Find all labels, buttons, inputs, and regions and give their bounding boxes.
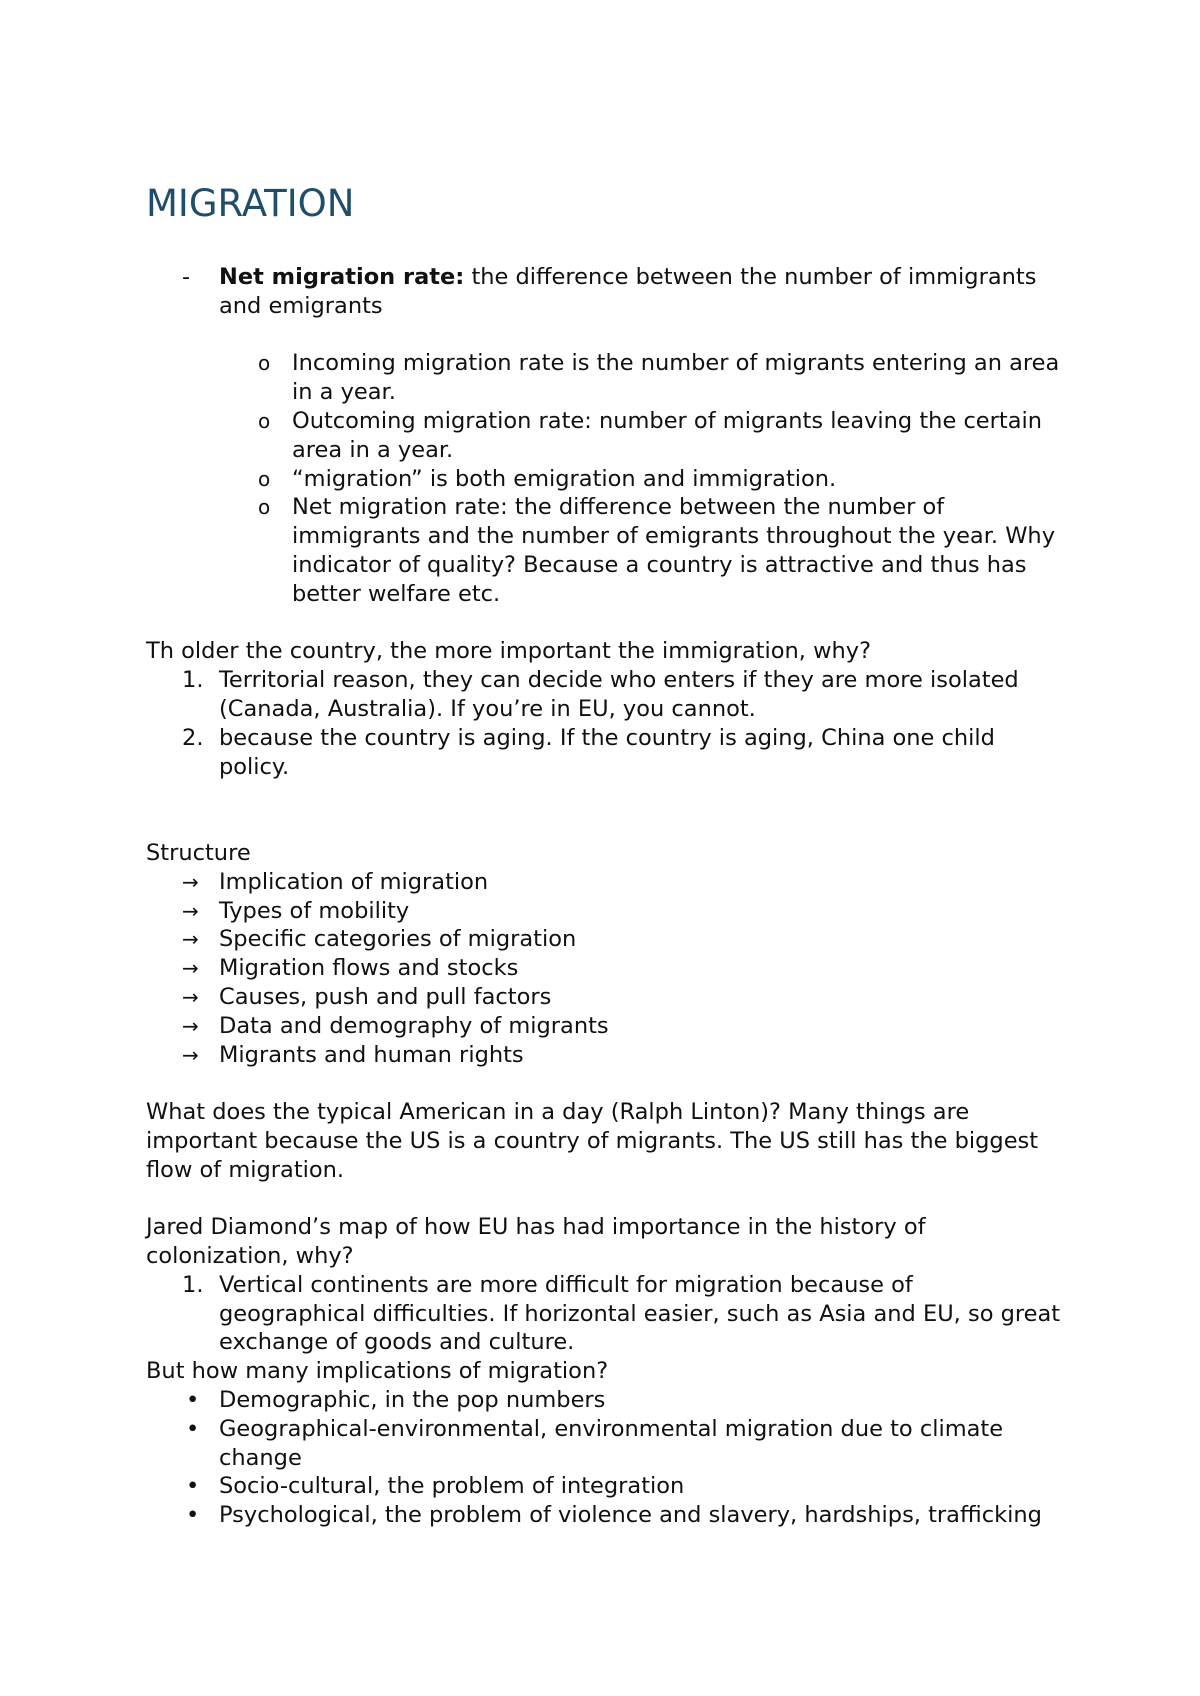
spacer (146, 1069, 1066, 1098)
circle-bullet: o (258, 408, 271, 433)
sub-list-item-text: Incoming migration rate is the number of migrants entering an area in a year. (292, 350, 1060, 406)
structure-item (146, 983, 1066, 1012)
older-country-heading: Th older the country, the more important the immigration, why? (146, 638, 872, 665)
numbered-item-text: because the country is aging. If the country is aging, China one child policy. (219, 724, 995, 780)
sub-list-item-text: Net migration rate: the difference between the number of immigrants and the number of emigrants throughout the year. Why indicator of quality? Because a country is attractive and thus has better welfare etc. (292, 494, 1056, 607)
implication-item (146, 1501, 1066, 1530)
arrow-right-icon: → (182, 927, 199, 952)
structure-item-text: Migrants and human rights (219, 1041, 524, 1068)
american-paragraph: What does the typical American in a day (Ralph Linton)? Many things are important because the US is a country of migrants. The US still has the biggest flow of migration. (146, 1099, 1039, 1183)
bullet-dot-icon: • (186, 1415, 200, 1442)
arrow-right-icon: → (182, 1042, 199, 1067)
implication-item-text: Psychological, the problem of violence and slavery, hardships, trafficking (219, 1502, 1042, 1529)
net-migration-term: Net migration rate: (219, 264, 465, 290)
numbered-item (146, 1271, 1066, 1357)
net-migration-item (146, 263, 1066, 321)
bullet-dot-icon: • (186, 1502, 200, 1529)
implication-item-text: Socio-cultural, the problem of integration (219, 1473, 685, 1500)
spacer (146, 781, 1066, 839)
dash-marker: - (182, 264, 191, 290)
implication-item-text: Demographic, in the pop numbers (219, 1387, 606, 1414)
circle-bullet: o (258, 495, 271, 520)
structure-item (146, 1041, 1066, 1070)
bullet-dot-icon: • (186, 1387, 200, 1414)
structure-item-text: Data and demography of migrants (219, 1012, 609, 1039)
net-migration-definition: the difference between the number of immigrants and emigrants (219, 264, 1037, 319)
number-marker: 2. (182, 724, 204, 751)
structure-item-text: Causes, push and pull factors (219, 983, 552, 1010)
sub-list-item (146, 493, 1066, 608)
implication-item-text: Geographical-environmental, environmental migration due to climate change (219, 1415, 1004, 1471)
diamond-heading: Jared Diamond’s map of how EU has had importance in the history of colonization, why? (146, 1214, 926, 1270)
structure-item (146, 897, 1066, 926)
implications-heading: But how many implications of migration? (146, 1358, 609, 1385)
spacer (146, 1185, 1066, 1214)
structure-heading: Structure (146, 839, 251, 866)
structure-item-text: Migration flows and stocks (219, 955, 519, 982)
bullet-dot-icon: • (186, 1473, 200, 1500)
arrow-right-icon: → (182, 956, 199, 981)
spacer (146, 609, 1066, 638)
spacer (146, 321, 1066, 350)
numbered-item (146, 724, 1066, 782)
circle-bullet: o (258, 466, 271, 491)
structure-item (146, 868, 1066, 897)
circle-bullet: o (258, 351, 271, 376)
number-marker: 1. (182, 1271, 204, 1298)
sub-list-item-text: Outcoming migration rate: number of migrants leaving the certain area in a year. (292, 407, 1043, 463)
structure-item-text: Specific categories of migration (219, 926, 577, 953)
sub-list-item (146, 407, 1066, 465)
page-title: MIGRATION (146, 182, 355, 225)
numbered-item-text: Vertical continents are more difficult for migration because of geographical difficulties. If horizontal easier, such as Asia and EU, so great exchange of goods and culture. (219, 1271, 1061, 1356)
implication-item (146, 1415, 1066, 1473)
sub-list-item (146, 349, 1066, 407)
number-marker: 1. (182, 667, 204, 694)
numbered-item (146, 666, 1066, 724)
sub-list-item-text: “migration” is both emigration and immigration. (292, 465, 837, 492)
structure-item-text: Types of mobility (219, 897, 410, 924)
arrow-right-icon: → (182, 1013, 199, 1038)
structure-item (146, 925, 1066, 954)
arrow-right-icon: → (182, 984, 199, 1009)
numbered-item-text: Territorial reason, they can decide who enters if they are more isolated (Canada, Australia). If you’re in EU, you cannot. (219, 667, 1019, 722)
structure-item (146, 954, 1066, 983)
structure-item-text: Implication of migration (219, 868, 489, 895)
document-body (146, 263, 1066, 1530)
sub-list-item (146, 465, 1066, 494)
arrow-right-icon: → (182, 898, 199, 923)
structure-item (146, 1012, 1066, 1041)
arrow-right-icon: → (182, 869, 199, 894)
implication-item (146, 1386, 1066, 1415)
implication-item (146, 1472, 1066, 1501)
